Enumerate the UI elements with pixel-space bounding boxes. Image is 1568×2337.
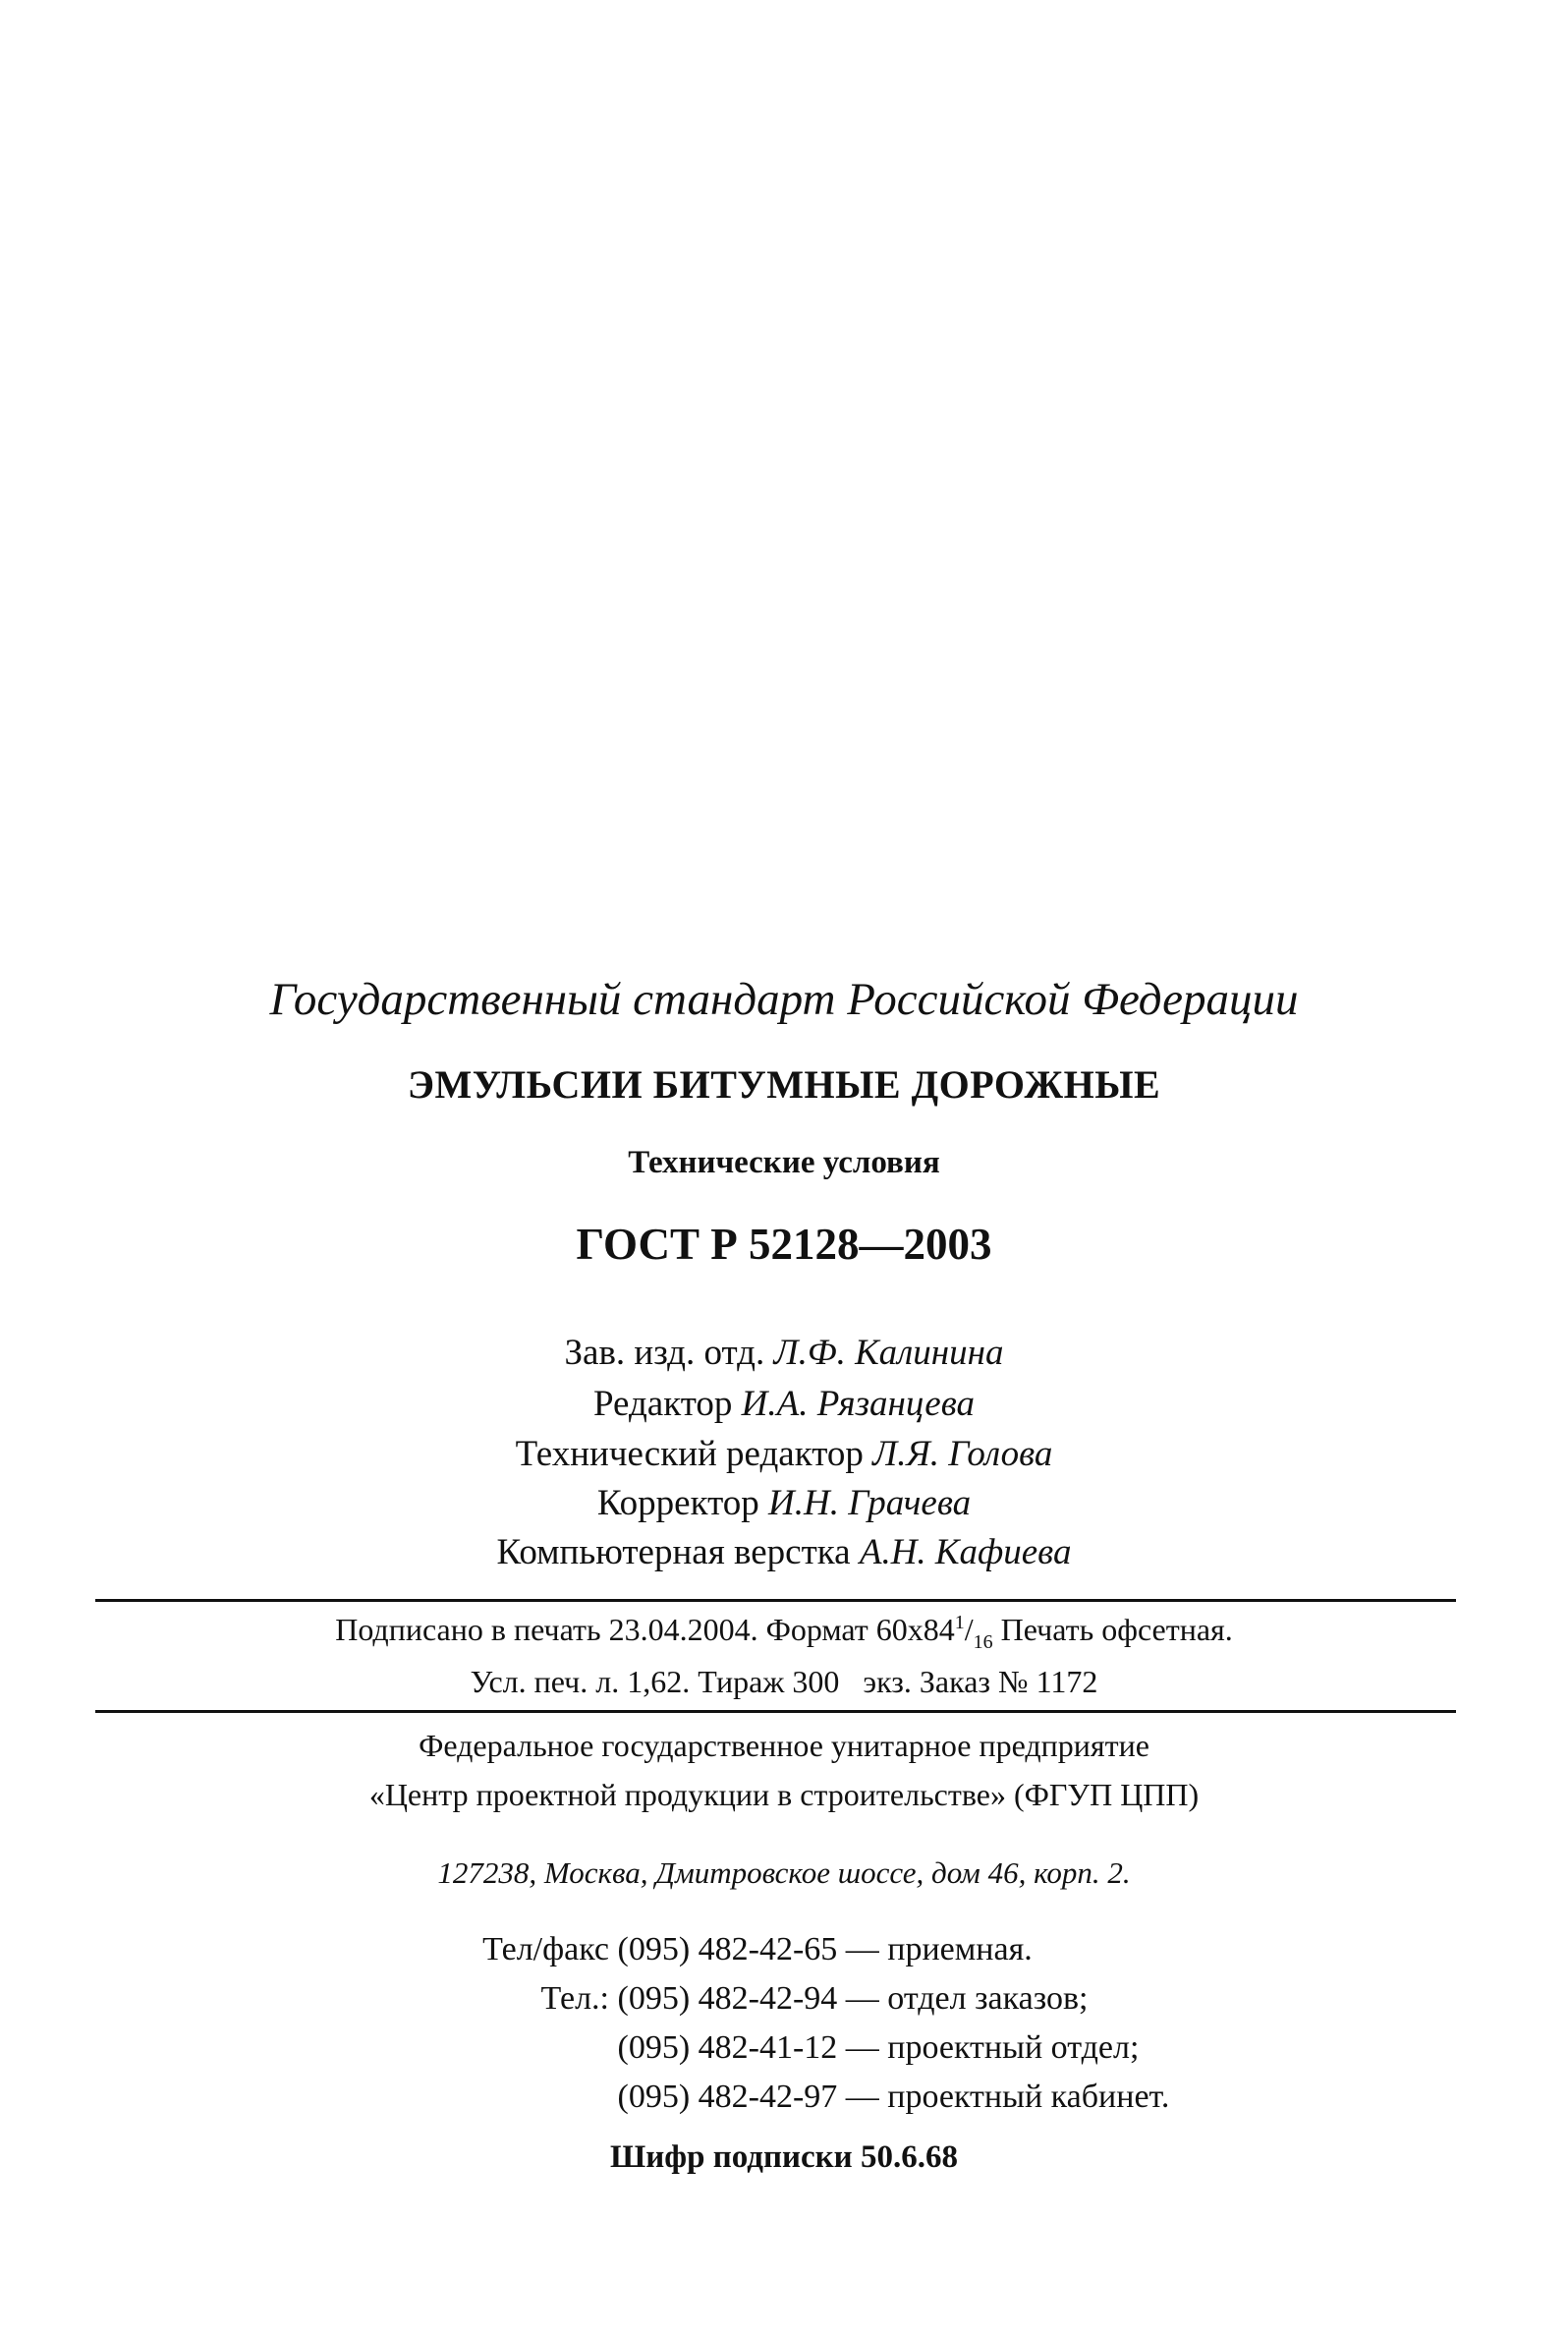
- publication-line-1: [0, 1612, 1568, 1654]
- staff-role: Редактор: [592, 1384, 733, 1424]
- organization-address: 127238, Москва, Дмитровское шоссе, дом 46, корп. 2.: [437, 1855, 1131, 1890]
- contact-number: (095) 482-42-97 — проектный кабинет.: [617, 2079, 1170, 2115]
- staff-name: И.Н. Грачева: [768, 1483, 972, 1523]
- contact-line: [447, 2029, 1139, 2067]
- staff-line: [0, 1383, 1568, 1425]
- organization-line-2: «Центр проектной продукции в строительстве» (ФГУП ЦПП): [368, 1777, 1200, 1812]
- contact-number: (095) 482-41-12 — проектный отдел;: [617, 2029, 1140, 2066]
- staff-role: Компьютерная верстка: [496, 1532, 851, 1572]
- contact-label: Тел.:: [540, 1980, 609, 2017]
- contact-label: Тел/факс: [482, 1931, 609, 1967]
- publication-line-2: Усл. печ. л. 1,62. Тираж 300 экз. Заказ № 1172: [470, 1664, 1098, 1699]
- standard-name: Государственный стандарт Российской Федерации: [269, 974, 1299, 1025]
- staff-name: Л.Я. Голова: [872, 1434, 1053, 1474]
- staff-line: [0, 1433, 1568, 1475]
- divider-bottom: [95, 1710, 1456, 1713]
- subscription-code: Шифр подписки 50.6.68: [610, 2139, 958, 2175]
- format-superscript: 1: [954, 1612, 965, 1633]
- document-title: ЭМУЛЬСИИ БИТУМНЫЕ ДОРОЖНЫЕ: [407, 1062, 1161, 1107]
- staff-line: [0, 1482, 1568, 1524]
- format-subscript: 16: [973, 1631, 993, 1653]
- contact-number: (095) 482-42-65 — приемная.: [617, 1931, 1033, 1967]
- contact-line: [447, 2079, 1169, 2116]
- format-slash: /: [964, 1612, 974, 1647]
- contact-line: [447, 1931, 1033, 1968]
- staff-line: [0, 1531, 1568, 1573]
- publication-prefix: Подписано в печать 23.04.2004. Формат 60х84: [335, 1612, 955, 1647]
- publication-suffix: Печать офсетная.: [992, 1612, 1233, 1647]
- staff-name: А.Н. Кафиева: [859, 1532, 1072, 1572]
- document-number: ГОСТ Р 52128—2003: [576, 1220, 992, 1269]
- document-subtitle: Технические условия: [628, 1145, 940, 1180]
- staff-name: И.А. Рязанцева: [741, 1384, 976, 1424]
- staff-name: Л.Ф. Калинина: [773, 1333, 1004, 1373]
- staff-role: Технический редактор: [515, 1434, 864, 1474]
- staff-role: Корректор: [596, 1483, 759, 1523]
- organization-line-1: Федеральное государственное унитарное предприятие: [419, 1728, 1149, 1763]
- contact-number: (095) 482-42-94 — отдел заказов;: [617, 1980, 1089, 2017]
- contact-line: [447, 1980, 1088, 2018]
- staff-line: [0, 1332, 1568, 1374]
- staff-role: Зав. изд. отд.: [564, 1333, 765, 1373]
- divider-top: [95, 1599, 1456, 1602]
